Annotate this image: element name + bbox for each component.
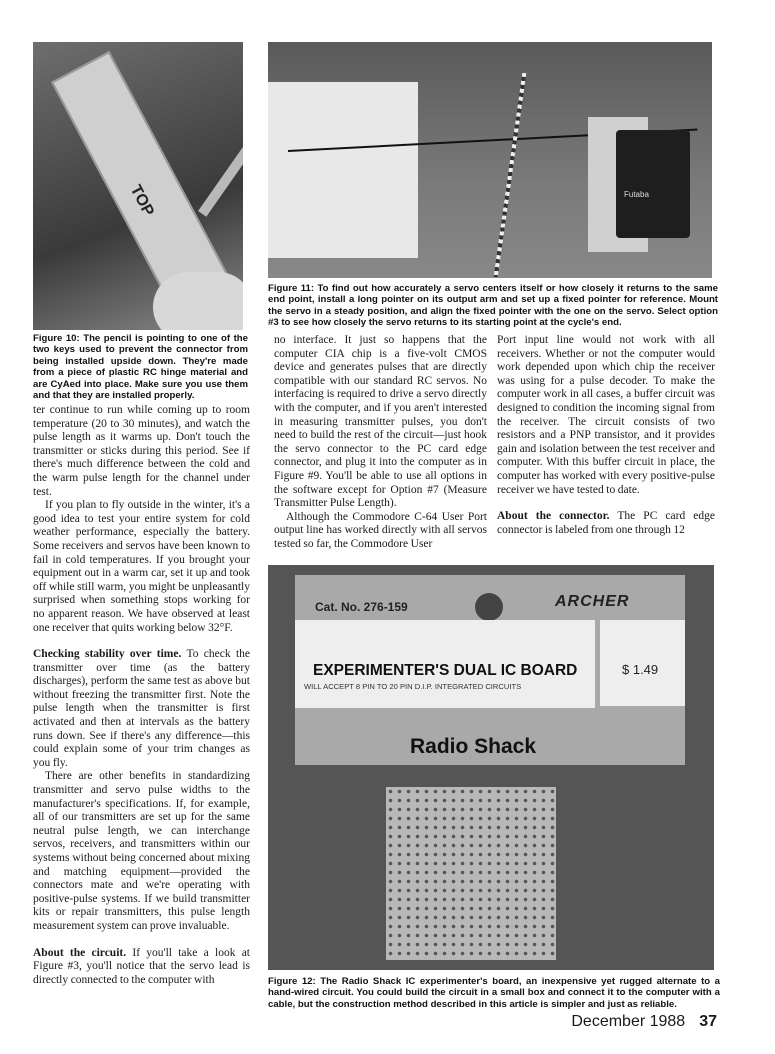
paragraph: ter continue to run while coming up to room temperature (20 to 30 minutes), and watch the pulse length as it warms up. Don't touch the transmitter or sticks during this period. See if there's much difference between the cold and the warm pulse length for the channel under test. — [33, 404, 250, 498]
connector-label: TOP — [126, 182, 157, 220]
store-logo: Radio Shack — [410, 735, 537, 758]
figure-11-photo — [268, 42, 712, 278]
paragraph: Port input line would not work with all receivers. Whether or not the computer would work depended upon which chip the receiver was using for a pulse decoder. To make the computer work in all cases, a buffer circuit was designed to condition the incoming signal from the receiver. The circuit consists of two resistors and a PNP transistor, and it provides gain and isolation between the test receiver and computer. With this buffer circuit in place, the computer has worked with every positive-pulse receiver we have tested to date. — [497, 334, 715, 496]
paragraph — [33, 648, 250, 770]
wood-block — [268, 82, 418, 258]
paragraph: no interface. It just so happens that the computer CIA chip is a five-volt CMOS device and generates pulses that are directly compatible with our standard RC servos. No interfacing is required to drive a servo directly with the computer, and if you aren't interested in measuring transmitter pulses, you don't need to build the rest of the circuit—just hook the servo connector to the PC card edge connector, and plug it into the computer as in Figure #9. You'll be able to use all options in the software except for Option #7 (Measure Transmitter Pulse Length). — [274, 334, 487, 510]
paragraph — [33, 947, 250, 988]
section-heading: About the circuit. — [33, 946, 127, 959]
figure-10-photo — [33, 42, 243, 330]
product-card — [295, 575, 685, 765]
section-heading: About the connector. — [497, 510, 610, 523]
column-3 — [497, 334, 715, 537]
servo-wire — [494, 73, 527, 278]
brand-logo: ARCHER — [555, 593, 630, 610]
paragraph-text: To check the transmitter over time (as the battery discharges), perform the same test as above but without freezing the transmitter first. Note the pulse length when the transmitter is first activated and then at intervals as the battery runs down. See if there's any difference—this could explain some of your trim changes as you fly. — [33, 648, 250, 769]
card-subtitle: WILL ACCEPT 8 PIN TO 20 PIN D.I.P. INTEGRATED CIRCUITS — [304, 682, 522, 691]
figure-12-photo — [268, 565, 714, 970]
paragraph: Although the Commodore C-64 User Port output line has worked directly with all servos tested so far, the Commodore User — [274, 510, 487, 550]
paragraph-text: If you'll take a look at Figure #3, you'll notice that the servo lead is directly connected to the computer with — [33, 946, 250, 986]
price-label — [600, 620, 685, 706]
issue-date: December 1988 — [571, 1013, 686, 1030]
page-number: 37 — [699, 1013, 717, 1030]
page-footer — [571, 1013, 717, 1031]
hand — [153, 272, 243, 330]
ic-board — [386, 787, 556, 960]
column-1 — [33, 404, 250, 987]
paragraph: There are other benefits in standardizing transmitter and servo pulse widths to the manufacturer's specifications. If, for example, all of our transmitters are set up for the same neutral pulse length, we can interchange servos, receivers, and transmitters within our systems without being concerned about mixing and matching equipment—provided the connectors mate and we're operating with positive-pulse systems. If we build transmitter kits or repair transmitters, this pulse length measurement system can prove invaluable. — [33, 770, 250, 932]
servo-brand: Futaba — [624, 190, 649, 199]
card-title: EXPERIMENTER'S DUAL IC BOARD — [313, 662, 578, 679]
servo — [616, 130, 690, 238]
pencil — [198, 137, 243, 216]
paragraph: If you plan to fly outside in the winter, it's a good idea to test your entire system for cold weather performance, especially the battery. Some receivers and servos have been known to fail in cold temperatures. If you brought your equipment out in a warm car, set it up and took off while still warm, you might be unpleasantly surprised when something stops working for no apparent reason. We have observed at least one receiver that quits working below 32°F. — [33, 499, 250, 634]
figure-11-caption: Figure 11: To find out how accurately a servo centers itself or how closely it returns to the same end point, install a long pointer on its output arm and set up a fixed pointer for reference. Mount the servo in a steady position, and align the fixed pointer with the one on the servo. Select option #3 to see how closely the servo returns to its starting point at the cycle's end. — [268, 283, 718, 329]
paragraph-text: The PC card edge connector is labeled from one through 12 — [497, 510, 715, 536]
paragraph — [497, 510, 715, 537]
figure-12-caption: Figure 12: The Radio Shack IC experimenter's board, an inexpensive yet rugged alternate to a hand-wired circuit. You could build the circuit in a small box and connect it to the computer with a cable, but the construction method described in this article is simpler and just as reliable. — [268, 976, 720, 1010]
section-heading: Checking stability over time. — [33, 648, 182, 661]
column-2 — [274, 334, 487, 552]
cat-number: Cat. No. 276-159 — [315, 600, 408, 614]
price: $ 1.49 — [622, 662, 659, 677]
card-label — [295, 620, 595, 708]
card-hole — [475, 593, 503, 621]
figure-10-caption: Figure 10: The pencil is pointing to one of the two keys used to prevent the connector from being installed upside down. They're made from a piece of plastic RC hinge material and are CyAed into place. Make sure you use them and that they are installed properly. — [33, 333, 248, 402]
